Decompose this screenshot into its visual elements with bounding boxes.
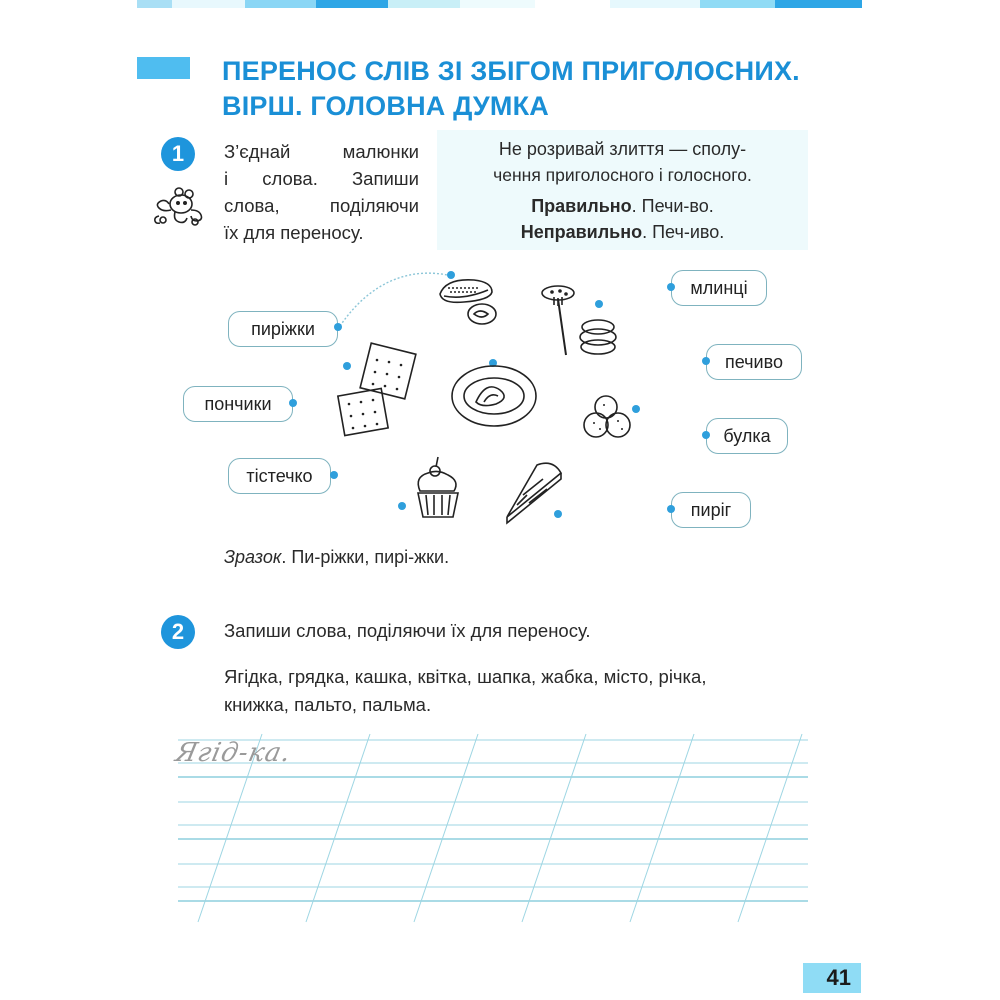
sample-answer: [224, 547, 449, 568]
top-decorative-bar: [137, 0, 862, 8]
word-pill-tistechko[interactable]: [228, 458, 331, 494]
page-number: 41: [803, 963, 861, 993]
rule-box: [437, 130, 808, 250]
word-pill-pechyvo[interactable]: [706, 344, 802, 380]
sample-label: Зразок: [224, 547, 282, 567]
pies-icon: [436, 274, 500, 330]
cupcake-icon: [410, 455, 466, 521]
instruction-line: їх для переносу.: [224, 222, 364, 243]
connection-dot[interactable]: [289, 399, 297, 407]
top-bar-segment: [388, 0, 460, 8]
connection-dot[interactable]: [330, 471, 338, 479]
slant-guide-line: [522, 734, 586, 922]
word-label: пиріг: [690, 499, 732, 520]
incorrect-example: . Печ-иво.: [642, 222, 725, 242]
sample-text: . Пи-ріжки, пирі-жки.: [281, 547, 450, 567]
slant-guide-line: [738, 734, 802, 922]
exercise-1-number-badge: 1: [161, 137, 195, 171]
word-label: печиво: [725, 351, 783, 372]
pancakes-icon: [536, 283, 618, 365]
top-bar-segment: [245, 0, 316, 8]
crackers-icon: [335, 340, 425, 440]
rule-line-1: Не розривай злиття — сполу-: [498, 139, 747, 159]
word-pill-ponchyky[interactable]: [183, 386, 293, 422]
word-pill-pyrizhky[interactable]: [228, 311, 338, 347]
top-bar-segment: [700, 0, 775, 8]
exercise-2-number-badge: 2: [161, 615, 195, 649]
word-list-line-1: Ягідка, грядка, кашка, квітка, шапка, жабка, місто, річка,: [224, 666, 707, 687]
top-bar-segment: [535, 0, 610, 8]
page-title: [222, 54, 822, 124]
top-bar-segment: [775, 0, 862, 8]
mouse-mascot-icon: [151, 180, 207, 230]
word-list-line-2: книжка, пальто, пальма.: [224, 694, 432, 715]
top-bar-segment: [610, 0, 700, 8]
pretzel-icon: [448, 362, 540, 432]
incorrect-label: Неправильно: [520, 222, 643, 242]
connection-dot[interactable]: [702, 431, 710, 439]
connection-dot[interactable]: [334, 323, 342, 331]
connection-dot[interactable]: [702, 357, 710, 365]
word-label: пиріжки: [251, 318, 315, 339]
slant-guide-line: [414, 734, 478, 922]
word-pill-mlyntsi[interactable]: [671, 270, 767, 306]
slant-guide-line: [306, 734, 370, 922]
exercise-2-instruction: Запиши слова, поділяючи їх для переносу.: [224, 620, 591, 641]
top-bar-segment: [172, 0, 245, 8]
word-label: пончики: [204, 393, 272, 414]
word-pill-bulka[interactable]: [706, 418, 788, 454]
exercise-2-word-list: [224, 663, 814, 719]
pie-slice-icon: [503, 455, 567, 527]
instruction-line: слова, поділяючи: [224, 195, 419, 216]
word-label: тістечко: [246, 465, 313, 486]
word-pill-pyrih[interactable]: [671, 492, 751, 528]
word-label: млинці: [690, 277, 748, 298]
page-title-line-2: ВІРШ. ГОЛОВНА ДУМКА: [222, 91, 549, 121]
top-bar-segment: [137, 0, 172, 8]
top-bar-segment: [460, 0, 535, 8]
rule-line-2: чення приголосного і голосного.: [493, 165, 752, 185]
page-title-line-1: ПЕРЕНОС СЛІВ ЗІ ЗБІГОМ ПРИГОЛОСНИХ.: [222, 56, 800, 86]
word-label: булка: [723, 425, 771, 446]
donuts-icon: [582, 393, 634, 443]
rule-incorrect-example: [437, 219, 808, 245]
correct-label: Правильно: [531, 196, 632, 216]
correct-example: . Печи-во.: [631, 196, 714, 216]
instruction-line: З’єднай малюнки: [224, 141, 419, 162]
connection-dot[interactable]: [398, 502, 406, 510]
title-marker-block: [137, 57, 190, 79]
handwritten-sample: Ягід-ка.: [172, 738, 295, 768]
connection-dot[interactable]: [667, 283, 675, 291]
rule-correct-example: [437, 193, 808, 219]
connection-dot[interactable]: [667, 505, 675, 513]
top-bar-segment: [316, 0, 388, 8]
exercise-1-instruction: [224, 138, 419, 246]
instruction-line: і слова. Запиши: [224, 168, 419, 189]
slant-guide-line: [630, 734, 694, 922]
